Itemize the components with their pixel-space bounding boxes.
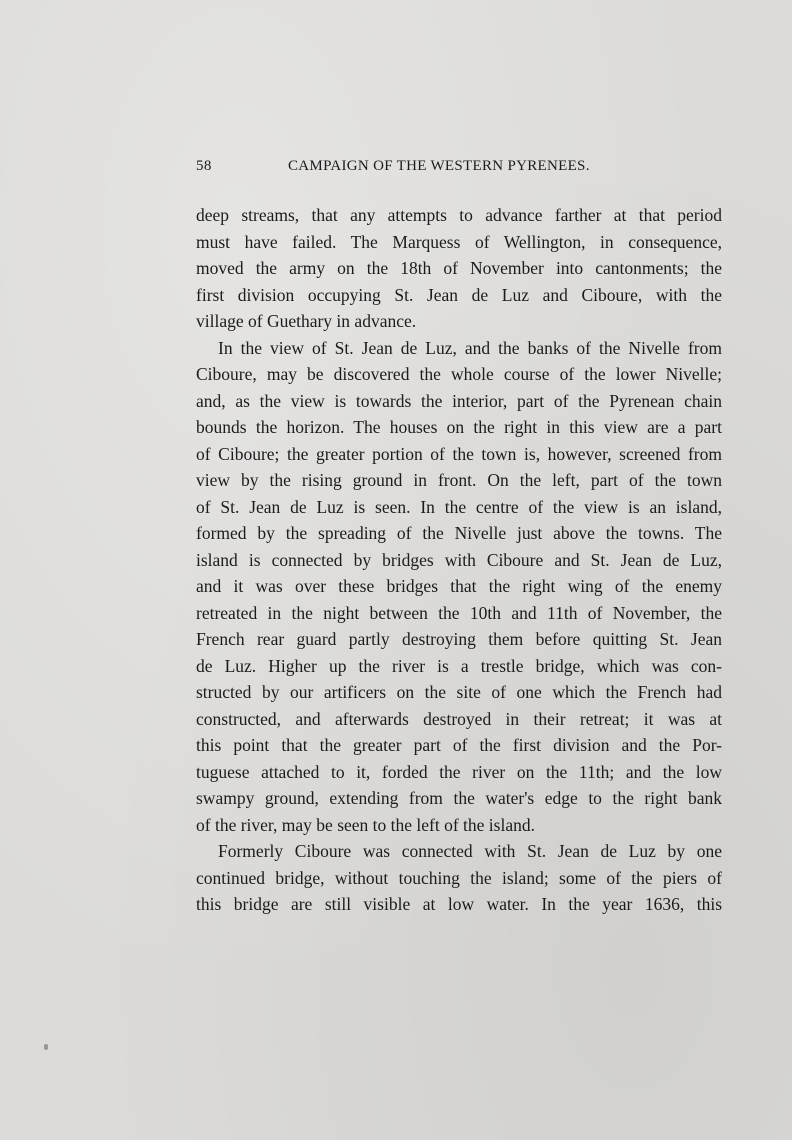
- text-line: de Luz. Higher up the river is a trestle bridge, which was con-: [196, 655, 722, 676]
- text-line: this point that the greater part of the first division and the Por-: [196, 735, 722, 755]
- page-number: 58: [196, 158, 212, 174]
- text-line: retreated in the night between the 10th and 11th of November, the: [196, 602, 722, 623]
- text-line: deep streams, that any attempts to advance farther at that period: [196, 205, 722, 225]
- text-line: Formerly Ciboure was connected with St. Jean de Luz by one: [218, 841, 722, 861]
- text-line: of St. Jean de Luz is seen. In the centre of the view is an island,: [196, 496, 722, 517]
- text-line: this bridge are still visible at low water. In the year 1636, this: [196, 894, 722, 914]
- text-line: structed by our artificers on the site of one which the French had: [196, 682, 722, 702]
- text-line: must have failed. The Marquess of Wellington, in consequence,: [196, 231, 722, 252]
- text-line: view by the rising ground in front. On the left, part of the town: [196, 470, 722, 490]
- text-line: tuguese attached to it, forded the river on the 11th; and the low: [196, 761, 722, 782]
- running-head: [196, 158, 722, 180]
- ink-spot: [44, 1044, 48, 1050]
- text-line: French rear guard partly destroying them before quitting St. Jean: [196, 629, 722, 649]
- text-line: formed by the spreading of the Nivelle just above the towns. The: [196, 523, 722, 543]
- text-line: and it was over these bridges that the right wing of the enemy: [196, 576, 722, 596]
- text-line: swampy ground, extending from the water's edge to the right bank: [196, 788, 722, 808]
- running-title: CAMPAIGN OF THE WESTERN PYRENEES.: [288, 158, 590, 174]
- text-line: moved the army on the 18th of November into cantonments; the: [196, 258, 722, 278]
- text-line: constructed, and afterwards destroyed in their retreat; it was at: [196, 708, 722, 729]
- text-line: first division occupying St. Jean de Luz and Ciboure, with the: [196, 284, 722, 305]
- text-line: In the view of St. Jean de Luz, and the banks of the Nivelle from: [218, 337, 722, 358]
- text-line: continued bridge, without touching the island; some of the piers of: [196, 867, 722, 888]
- text-line: village of Guethary in advance.: [196, 311, 417, 331]
- text-line: and, as the view is towards the interior, part of the Pyrenean chain: [196, 390, 722, 411]
- text-line: of the river, may be seen to the left of the island.: [196, 814, 535, 835]
- text-line: Ciboure, may be discovered the whole course of the lower Nivelle;: [196, 364, 722, 384]
- body-text: [196, 202, 722, 918]
- text-line: island is connected by bridges with Ciboure and St. Jean de Luz,: [196, 549, 722, 570]
- text-line: of Ciboure; the greater portion of the town is, however, screened from: [196, 443, 722, 464]
- text-line: bounds the horizon. The houses on the right in this view are a part: [196, 417, 722, 437]
